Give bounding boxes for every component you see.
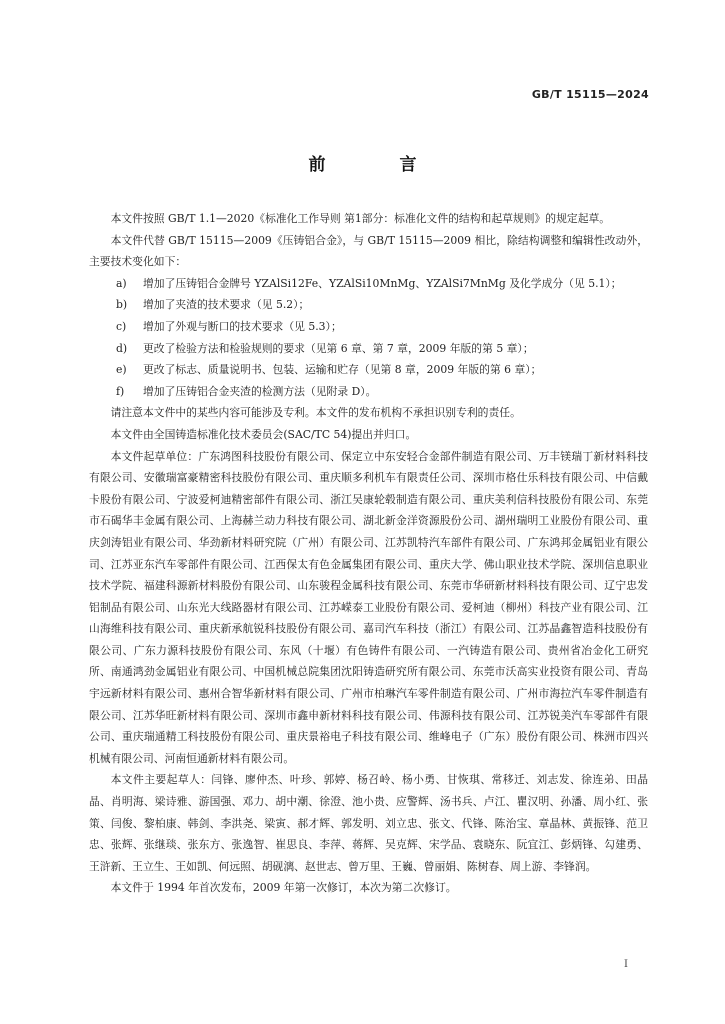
- list-item: [89, 381, 648, 403]
- list-item-mark: a): [116, 276, 127, 290]
- list-item-mark: f): [116, 384, 125, 398]
- paragraph-drafting-rules: 本文件按照 GB/T 1.1—2020《标准化工作导则 第1部分：标准化文件的结构和起草规则》的规定起草。: [110, 212, 611, 225]
- paragraph-drafting-units: 本文件起草单位：广东鸿图科技股份有限公司、保定立中东安轻合金部件制造有限公司、万丰镁瑞丁新材料科技有限公司、安徽瑞富豪精密科技股份有限公司、重庆顺多利机车有限责任公司、深圳市格仕乐科技有限公司、中信戴卡股份有限公司、宁波爱柯迪精密部件有限公司、浙江吴康轮毂制造有限公司、重庆美利信科技股份有限公司、东莞市石碣华丰金属有限公司、上海赫兰动力科技有限公司、湖北新金洋资源股份公司、湖州瑞明工业股份有限公司、重庆剑涛铝业有限公司、华劲新材料研究院（广州）有限公司、江苏凯特汽车部件有限公司、广东鸿邦金属铝业有限公司、江苏亚东汽车零部件有限公司、江西保太有色金属集团有限公司、重庆大学、佛山职业技术学院、深圳信息职业技术学院、福建科源新材料股份有限公司、山东骏程金属科技有限公司、东莞市华研新材料科技有限公司、辽宁忠发铝制品有限公司、山东光大线路器材有限公司、江苏嵘泰工业股份有限公司、爱柯迪（柳州）科技产业有限公司、江山海维科技有限公司、重庆新承航锐科技股份有限公司、嘉司汽车科技（浙江）有限公司、江苏晶鑫智造科技股份有限公司、广东力源科技股份有限公司、东风（十堰）有色铸件有限公司、一汽铸造有限公司、贵州省冶金化工研究所、南通鸿劲金属铝业有限公司、中国机械总院集团沈阳铸造研究所有限公司、东莞市沃高实业投资有限公司、青岛宇远新材料有限公司、惠州合智华新材料有限公司、广州市柏琳汽车零件制造有限公司、广州市海拉汽车零件制造有限公司、江苏华旺新材料有限公司、深圳市鑫申新材料科技有限公司、伟源科技有限公司、江苏锐美汽车零部件有限公司、重庆瑞通精工科技股份有限公司、重庆景裕电子科技有限公司、维峰电子（广东）股份有限公司、株洲市四兴机械有限公司、河南恒通新材料有限公司。: [89, 449, 648, 765]
- list-item-text: 更改了检验方法和检验规则的要求（见第 6 章、第 7 章，2009 年版的第 5 章）；: [143, 341, 534, 355]
- list-item: [89, 294, 648, 316]
- page-title: 前 言: [308, 155, 451, 175]
- list-item: [89, 338, 648, 360]
- list-item-mark: c): [116, 319, 127, 333]
- list-item-mark: d): [116, 341, 128, 355]
- change-list: [89, 273, 648, 403]
- list-item: [89, 316, 648, 338]
- list-item-mark: b): [116, 298, 128, 312]
- page-number: I: [624, 959, 628, 970]
- paragraph-history: 本文件于 1994 年首次发布，2009 年第一次修订，本次为第二次修订。: [110, 881, 457, 895]
- paragraph-committee: 本文件由全国铸造标准化技术委员会(SAC/TC 54)提出并归口。: [110, 427, 417, 441]
- list-item-text: 增加了压铸铝合金牌号 YZAlSi12Fe、YZAlSi10MnMg、YZAlSi7MnMg 及化学成分（见 5.1）；: [143, 276, 622, 290]
- list-item-text: 增加了外观与断口的技术要求（见 5.3）；: [143, 319, 342, 333]
- paragraph-patent-notice: 请注意本文件中的某些内容可能涉及专利。本文件的发布机构不承担识别专利的责任。: [110, 406, 521, 420]
- foreword-body: [89, 208, 648, 899]
- list-item: [89, 359, 648, 381]
- paragraph-replacement: 本文件代替 GB/T 15115—2009《压铸铝合金》，与 GB/T 15115—2009 相比，除结构调整和编辑性改动外，主要技术变化如下：: [89, 233, 648, 269]
- list-item-text: 增加了压铸铝合金夹渣的检测方法（见附录 D）。: [143, 384, 377, 398]
- list-item-text: 增加了夹渣的技术要求（见 5.2）；: [143, 298, 310, 312]
- standard-code: GB/T 15115—2024: [531, 88, 649, 101]
- paragraph-drafters: 本文件主要起草人：闫锋、廖仲杰、叶珍、郭婷、杨召岭、杨小勇、甘恢琪、常移迁、刘志发、徐连弟、田晶晶、肖明海、梁诗雅、游国强、邓力、胡中潮、徐澄、池小贵、应警辉、汤书兵、卢江、瞿汉明、孙潘、周小红、张策、闫俊、黎柏康、韩剑、李洪尧、梁寅、郝才辉、郭发明、刘立忠、张文、代锋、陈治宝、章晶林、黄振锋、范卫忠、张辉、张继琰、张东方、张逸智、崔思良、李萍、蒋辉、吴克辉、宋学品、袁晓东、阮宜江、彭炳锋、勾建勇、王浒新、王立生、王如凯、何远照、胡砚漓、赵世志、曾万里、王巍、曾丽娟、陈树春、周上游、李锋润。: [89, 773, 648, 873]
- list-item: [89, 273, 648, 295]
- list-item-mark: e): [116, 363, 127, 377]
- list-item-text: 更改了标志、质量说明书、包装、运输和贮存（见第 8 章，2009 年版的第 6 章）；: [143, 363, 542, 377]
